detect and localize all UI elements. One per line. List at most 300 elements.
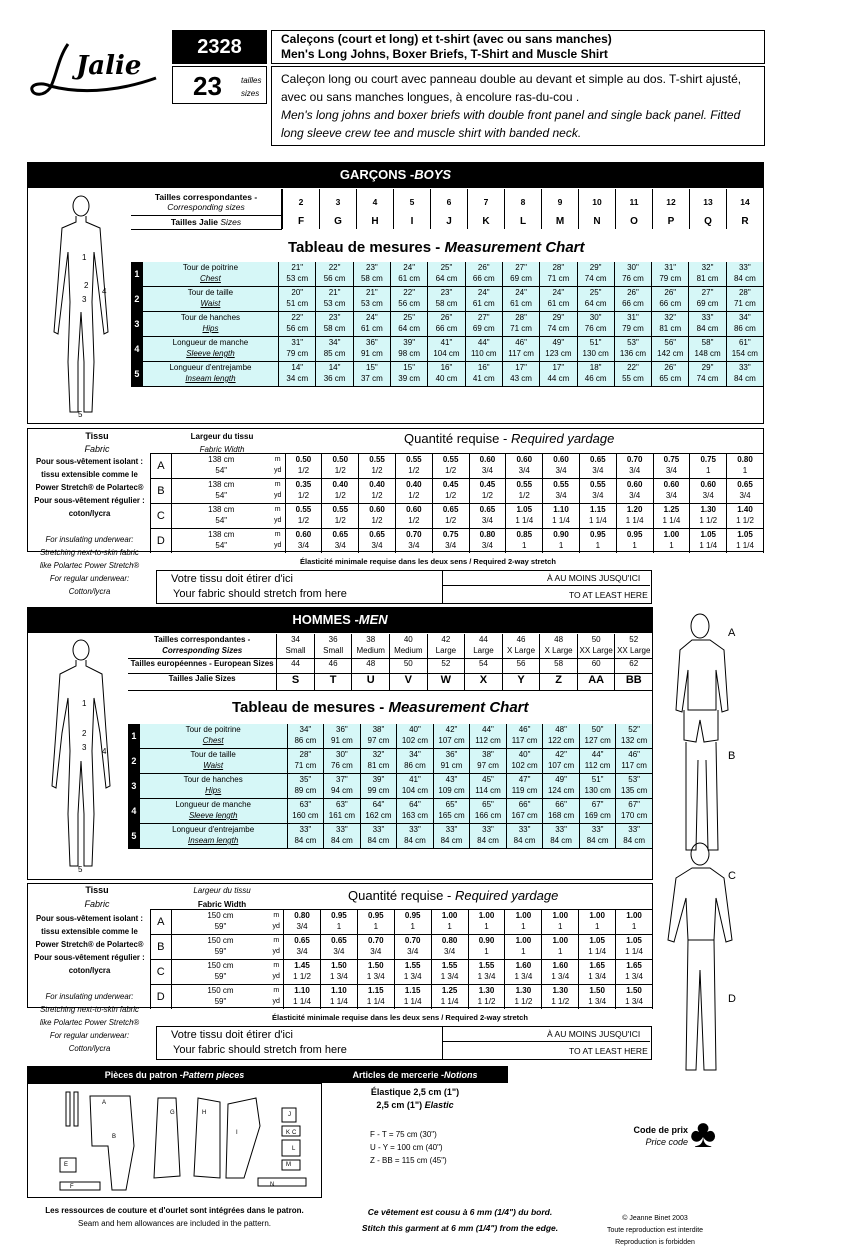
pattern-piece-label: L: [292, 1146, 296, 1152]
boys-fabric-label: Tissu Fabric: [84, 431, 110, 454]
measurement-cell: [391, 287, 428, 311]
measurement-inches: 30": [627, 263, 639, 272]
yardage-yards: 3/4: [370, 947, 382, 956]
measurement-cell: [727, 337, 764, 361]
measurement-inches: 31": [627, 313, 639, 322]
yardage-yards: 1: [595, 541, 601, 550]
yardage-cell: [322, 479, 359, 503]
men-corr-number: 50: [591, 635, 601, 644]
yardage-yards: 1/2: [408, 491, 420, 500]
pattern-piece-label: H: [202, 1110, 207, 1116]
yardage-cell: [433, 454, 470, 478]
yardage-cell: [543, 529, 580, 553]
measurement-inches: 18": [589, 363, 602, 372]
yardage-cell: [505, 960, 542, 984]
measurement-cm: 117 cm: [621, 761, 647, 770]
yardage-cell: [542, 910, 579, 934]
measurement-inches: 21": [291, 263, 304, 272]
pattern-description: [271, 66, 765, 146]
measurement-cm: 58 cm: [323, 324, 346, 333]
measurement-inches: 33": [738, 263, 751, 272]
measurement-cell: [397, 724, 434, 748]
yardage-meters: 0.95: [368, 911, 384, 920]
yardage-meters: 0.45: [479, 480, 496, 489]
yardage-meters: 1.25: [441, 986, 458, 995]
yardage-cell: [616, 985, 653, 1009]
measurement-cell: [689, 312, 726, 336]
yardage-width-inch: 59": [214, 997, 227, 1006]
yardage-cell: [359, 479, 396, 503]
measurement-cm: 161 cm: [328, 811, 356, 820]
pattern-piece-labels: [30, 1086, 320, 1196]
yardage-yards: 1: [484, 947, 489, 956]
measurement-row: [128, 774, 653, 799]
measurement-inches: 30": [336, 750, 348, 759]
measurement-cm: 97 cm: [477, 761, 499, 770]
yardage-unit-yd: yd: [273, 517, 282, 524]
measurement-inches: 41": [440, 338, 453, 347]
yardage-meters: 0.80: [441, 936, 458, 945]
yardage-cell: [286, 504, 323, 528]
measurement-inches: 25": [440, 263, 453, 272]
measurement-inches: 14": [291, 363, 304, 372]
measurement-inches: 23": [366, 263, 378, 272]
measurement-cm: 117 cm: [511, 736, 538, 745]
measurement-cell: [466, 362, 503, 386]
measurement-cell: [615, 287, 652, 311]
yardage-cell: [470, 454, 507, 478]
yardage-cell: [505, 985, 542, 1009]
yardage-meters: 0.90: [478, 936, 495, 945]
yardage-yards: 1: [706, 466, 711, 475]
measurement-inches: 40": [518, 750, 531, 759]
yardage-meters: 1.60: [552, 961, 569, 970]
measurement-cm: 79 cm: [622, 324, 644, 333]
measurement-cell: [361, 749, 398, 773]
measurement-cell: [466, 262, 503, 286]
yardage-yards: 1 1/4: [515, 516, 534, 525]
yardage-meters: 1.00: [663, 530, 680, 539]
yardage-row: [150, 959, 653, 984]
notions-text: Élastique 2,5 cm (1") 2,5 cm (1") Elastic: [370, 1087, 460, 1110]
measurement-row: [131, 287, 764, 312]
measurement-cell: [428, 362, 465, 386]
measurement-cell: [470, 749, 507, 773]
yardage-meters: 0.65: [332, 530, 349, 539]
measurement-cell: [727, 312, 764, 336]
measurement-label-en: Chest: [202, 736, 224, 745]
measurement-label: [140, 774, 288, 798]
yardage-meters: 1.00: [515, 911, 532, 920]
boys-sizes-table: Tailles correspondantes - Corresponding sizes 2 3 4 5 6 7 8 9 10 11 12 13 14 Tailles Jalie Sizes F G H I J K L M N O P Q R: [131, 189, 764, 230]
measurement-cm: 79 cm: [659, 274, 682, 283]
measurement-inches: 49": [552, 338, 565, 347]
measurement-cell: [615, 262, 652, 286]
measurement-label-en: Hips: [202, 324, 219, 333]
measurement-cm: 86 cm: [733, 324, 756, 333]
men-fabric-notes: Pour sous-vêtement isolant : tissu extensible comme le Power Stretch® de Polartec® Pour sous-vêtement régulier : coton/lycra For insulating underwear: Stretching next-to-skin fabric like Polartec Power Stretch® For regular underwear: Cotton/lycra: [34, 914, 145, 1053]
measurement-cm: 112 cm: [584, 761, 611, 770]
yardage-cell: [358, 935, 395, 959]
yardage-yards: 1: [521, 947, 526, 956]
measurement-cell: [540, 312, 577, 336]
yardage-meters: 0.80: [479, 530, 496, 539]
corresponding-size: 3: [319, 189, 356, 215]
pattern-piece-label: M: [286, 1162, 291, 1168]
yardage-yards: 1/2: [334, 466, 346, 475]
measurement-cm: 97 cm: [367, 736, 390, 745]
svg-text:1: 1: [82, 699, 87, 708]
yardage-cell: [616, 910, 653, 934]
measurement-cm: 71 cm: [510, 324, 532, 333]
measurement-cell: [727, 362, 764, 386]
yardage-cell: [396, 479, 433, 503]
yardage-meters: 0.65: [590, 455, 606, 464]
measurement-cell: [503, 287, 540, 311]
measurement-cell: [434, 824, 471, 848]
measurement-inches: 23": [440, 288, 453, 297]
yardage-cell: [284, 985, 321, 1009]
yardage-meters: 1.55: [404, 961, 421, 970]
yardage-width-inch: 54": [215, 541, 228, 550]
yardage-yards: 3/4: [592, 466, 604, 475]
measurement-cm: 130 cm: [582, 349, 609, 358]
yardage-meters: 1.00: [552, 936, 569, 945]
measurement-inches: 46": [515, 338, 527, 347]
measurement-inches: 16": [477, 363, 490, 372]
measurement-number: 3: [128, 774, 140, 798]
measurement-cell: [324, 749, 361, 773]
measurement-cm: 148 cm: [694, 349, 721, 358]
yardage-cell: [727, 504, 764, 528]
measurement-cm: 66 cm: [659, 299, 682, 308]
pattern-title: [271, 30, 765, 64]
yardage-meters: 0.60: [406, 505, 422, 514]
yardage-yards: 1 3/4: [440, 972, 459, 981]
measurement-cell: [543, 799, 580, 823]
pattern-piece-label: E: [64, 1162, 69, 1168]
yardage-meters: 0.55: [442, 455, 459, 464]
measurement-cell: [652, 262, 689, 286]
measurement-cm: 65 cm: [659, 374, 682, 383]
measurement-cell: [616, 799, 653, 823]
measurement-cell: [466, 337, 503, 361]
measurement-cm: 64 cm: [435, 274, 458, 283]
yardage-width-cm: 138 cm: [208, 505, 235, 514]
measurement-inches: 44": [477, 338, 490, 347]
measurement-inches: 15": [403, 363, 416, 372]
measurement-number: 2: [131, 287, 143, 311]
measurement-inches: 29": [552, 313, 565, 322]
yardage-meters: 0.75: [663, 455, 680, 464]
svg-text:4: 4: [102, 747, 107, 756]
measurement-inches: 26": [477, 263, 490, 272]
yardage-yards: 3/4: [444, 947, 456, 956]
yardage-yards: 1 1/4: [625, 947, 643, 956]
corresponding-size: 9: [541, 189, 578, 215]
corresponding-size: 12: [652, 189, 689, 215]
yardage-units: [269, 935, 284, 959]
yardage-yards: 3/4: [629, 466, 641, 475]
yardage-meters: 1.60: [515, 961, 532, 970]
yardage-meters: 1.15: [590, 505, 606, 514]
measurement-cell: [466, 287, 503, 311]
yardage-yards: 3/4: [296, 947, 308, 956]
svg-text:Jalie: Jalie: [76, 51, 142, 81]
men-jalie-size: AA: [578, 674, 616, 690]
measurement-cell: [361, 799, 398, 823]
corresponding-size: 5: [393, 189, 430, 215]
yardage-yards: 1 1/2: [736, 516, 754, 525]
measurement-inches: 26": [664, 288, 677, 297]
measurement-cell: [434, 749, 471, 773]
yardage-cell: [579, 910, 616, 934]
men-jalie-row: [128, 674, 653, 691]
yardage-unit-m: m: [273, 987, 280, 994]
yardage-meters: 1.30: [515, 986, 532, 995]
yardage-meters: 1.50: [626, 986, 642, 995]
measurement-inches: 27": [701, 288, 714, 297]
sizes-label: tailles sizes: [241, 76, 262, 98]
yardage-cell: [470, 504, 507, 528]
yardage-cell: [580, 479, 617, 503]
yardage-width-cm: 150 cm: [207, 961, 234, 970]
measurement-inches: 67": [591, 800, 604, 809]
yardage-meters: 1.05: [737, 530, 753, 539]
measurement-inches: 48": [555, 725, 567, 734]
men-euro-size: 58: [540, 659, 578, 673]
men-corr-number: 40: [403, 635, 413, 644]
measurement-inches: 33": [701, 313, 714, 322]
svg-text:5: 5: [78, 410, 83, 419]
measurement-cm: 74 cm: [584, 274, 607, 283]
measurement-inches: 47": [518, 775, 531, 784]
measurement-cell: [689, 362, 726, 386]
yardage-yards: 1 1/4: [552, 516, 570, 525]
yardage-yards: 1: [336, 922, 342, 931]
yardage-units: [269, 910, 284, 934]
men-corr-size: [390, 634, 428, 658]
measurement-label: [143, 312, 279, 336]
yardage-row-letter: A: [150, 454, 172, 478]
measurement-inches: 46": [518, 725, 531, 734]
measurement-cell: [428, 262, 465, 286]
measurement-cm: 84 cm: [623, 836, 646, 845]
men-yardage-table: [150, 909, 653, 1009]
measurement-inches: 28": [738, 288, 751, 297]
yardage-cell: [690, 529, 727, 553]
yardage-unit-m: m: [274, 506, 281, 513]
measurement-cm: 56 cm: [286, 324, 309, 333]
yardage-cell: [542, 935, 579, 959]
svg-text:2: 2: [84, 281, 89, 290]
measurement-cell: [279, 262, 316, 286]
measurement-cm: 135 cm: [621, 786, 648, 795]
pattern-piece-label: N: [270, 1182, 275, 1188]
men-euro-size: 62: [615, 659, 653, 673]
measurement-cell: [279, 312, 316, 336]
measurement-inches: 61": [738, 338, 751, 347]
yardage-units: [269, 985, 284, 1009]
measurement-cm: 91 cm: [360, 349, 383, 358]
copyright: © Jeanne Binet 2003 Toute reproduction est interdite Reproduction is forbidden: [606, 1215, 704, 1246]
men-corr-label-en: Corresponding Sizes: [162, 646, 243, 655]
yardage-yards: 1 1/4: [403, 997, 422, 1006]
corresponding-size: 4: [356, 189, 393, 215]
boys-elasticity-note: Élasticité minimale requise dans les deux sens / Required 2-way stretch: [300, 557, 556, 566]
measurement-inches: 16": [440, 363, 453, 372]
men-jalie-size: Z: [540, 674, 578, 690]
jalie-size: M: [541, 215, 578, 229]
measurement-cm: 81 cm: [367, 761, 390, 770]
measurement-inches: 14": [328, 363, 341, 372]
men-corr-name: Small: [323, 646, 344, 655]
measurement-cell: [507, 824, 544, 848]
boys-yardage-table: [150, 453, 764, 553]
yardage-meters: 1.65: [589, 961, 605, 970]
yardage-meters: 0.55: [406, 455, 422, 464]
yardage-row-letter: D: [150, 985, 172, 1009]
yardage-meters: 1.15: [368, 986, 384, 995]
pattern-piece-label: J: [288, 1112, 291, 1118]
yardage-cell: [284, 910, 321, 934]
title-fr: Caleçons (court et long) et t-shirt (avec ou sans manches): [281, 32, 612, 46]
measurement-inches: 34": [409, 750, 421, 759]
yardage-meters: 0.60: [553, 455, 569, 464]
measurement-inches: 32": [701, 263, 714, 272]
measurement-cell: [428, 337, 465, 361]
measurement-cell: [354, 362, 391, 386]
yardage-unit-yd: yd: [272, 998, 280, 1005]
measurement-inches: 39": [403, 338, 416, 347]
measurement-inches: 24": [477, 288, 490, 297]
measurement-cell: [397, 799, 434, 823]
measurement-cell: [354, 312, 391, 336]
boys-width-label: Largeur du tissu Fabric Width: [190, 432, 254, 454]
boys-fabric-notes: Pour sous-vêtement isolant : tissu extensible comme le Power Stretch® de Polartec® Pour sous-vêtement régulier : coton/lycra For insulating underwear: Stretching next-to-skin fabric like Polartec Power Stretch® For regular underwear: Cotton/lycra: [34, 457, 145, 596]
measurement-inches: 24": [552, 288, 565, 297]
men-elasticity-note: Élasticité minimale requise dans les deux sens / Required 2-way stretch: [272, 1013, 528, 1022]
measurement-inches: 32": [664, 313, 677, 322]
yardage-meters: 0.85: [516, 530, 533, 539]
yardage-cell: [579, 985, 616, 1009]
yardage-units: [269, 960, 284, 984]
yardage-yards: 1 1/4: [662, 516, 681, 525]
yardage-yards: 3/4: [481, 541, 493, 550]
measurement-inches: 34": [328, 338, 341, 347]
measurement-inches: 33": [372, 825, 385, 834]
figure-label-c: C: [728, 870, 736, 882]
yardage-yards: 1 1/2: [551, 997, 570, 1006]
measurement-cm: 53 cm: [360, 299, 383, 308]
jalie-size: Q: [689, 215, 726, 229]
yardage-meters: 0.95: [404, 911, 421, 920]
measurement-inches: 35": [299, 775, 312, 784]
yardage-cell: [580, 529, 617, 553]
measurement-inches: 20": [291, 288, 304, 297]
corresponding-size: 6: [430, 189, 467, 215]
yardage-cell: [506, 504, 543, 528]
figure-c-d-illustration: [660, 840, 750, 1080]
measurement-label-fr: Tour de poitrine: [185, 725, 241, 734]
yardage-meters: 0.65: [369, 530, 385, 539]
measurement-inches: 45": [482, 775, 494, 784]
measurement-inches: 33": [518, 825, 531, 834]
measurement-cell: [578, 312, 615, 336]
men-corr-label-fr: Tailles correspondantes -: [153, 635, 251, 644]
measurement-cell: [391, 337, 428, 361]
men-corr-number: 46: [516, 635, 526, 644]
measurement-inches: 52": [628, 725, 641, 734]
jalie-size: R: [726, 215, 763, 229]
measurement-cm: 40 cm: [435, 374, 458, 383]
men-jalie-size: V: [390, 674, 428, 690]
measurement-cell: [316, 362, 353, 386]
yardage-cell: [286, 529, 323, 553]
yardage-cell: [433, 529, 470, 553]
measurement-cm: 34 cm: [286, 374, 309, 383]
yardage-width-cm: 138 cm: [208, 530, 235, 539]
measurement-cm: 94 cm: [331, 786, 353, 795]
yardage-yards: 1 3/4: [588, 972, 607, 981]
yardage-meters: 1.00: [626, 911, 642, 920]
measurement-cm: 61 cm: [398, 274, 421, 283]
measurement-inches: 25": [403, 313, 416, 322]
men-jalie-label: Tailles Jalie Sizes: [128, 674, 277, 690]
yardage-yards: 3/4: [629, 491, 641, 500]
sizes-count: 23: [193, 71, 222, 101]
measurement-cell: [354, 287, 391, 311]
measurement-cm: 84 cm: [550, 836, 572, 845]
yardage-cell: [580, 454, 617, 478]
pattern-piece-label: K: [286, 1130, 291, 1136]
yardage-cell: [506, 454, 543, 478]
measurement-inches: 36": [336, 725, 348, 734]
measurement-cm: 84 cm: [733, 274, 756, 283]
measurement-number: 5: [128, 824, 140, 848]
yardage-cell: [396, 529, 433, 553]
measurement-label: [140, 824, 288, 848]
yardage-cell: [690, 479, 727, 503]
measurement-cm: 104 cm: [433, 349, 460, 358]
measurement-row: [128, 824, 653, 849]
yardage-meters: 0.80: [737, 455, 753, 464]
measurement-cell: [616, 724, 653, 748]
men-corr-number: 34: [291, 635, 300, 644]
yardage-cell: [580, 504, 617, 528]
men-corr-number: 36: [328, 635, 338, 644]
yardage-yards: 1: [631, 922, 637, 931]
measurement-label: [143, 262, 279, 286]
measurement-cell: [434, 774, 471, 798]
figure-label-b: B: [728, 750, 736, 762]
men-jalie-size: W: [428, 674, 466, 690]
measurement-cm: 122 cm: [547, 736, 575, 745]
measurement-inches: 17": [552, 363, 565, 372]
measurement-inches: 33": [409, 825, 421, 834]
measurement-cell: [540, 287, 577, 311]
yardage-yards: 3/4: [408, 541, 420, 550]
price-code: Code de prix Price code: [633, 1125, 688, 1147]
yardage-meters: 0.70: [406, 530, 422, 539]
yardage-unit-yd: yd: [272, 973, 280, 980]
yardage-yards: 1 3/4: [477, 972, 496, 981]
men-euro-size: 52: [428, 659, 466, 673]
seam-allowance-note: Les ressources de couture et d'ourlet sont intégrées dans le patron. Seam and hem allowances are included in the pattern.: [45, 1206, 304, 1228]
measurement-cell: [324, 824, 361, 848]
measurement-cell: [279, 362, 316, 386]
yardage-meters: 1.65: [626, 961, 642, 970]
